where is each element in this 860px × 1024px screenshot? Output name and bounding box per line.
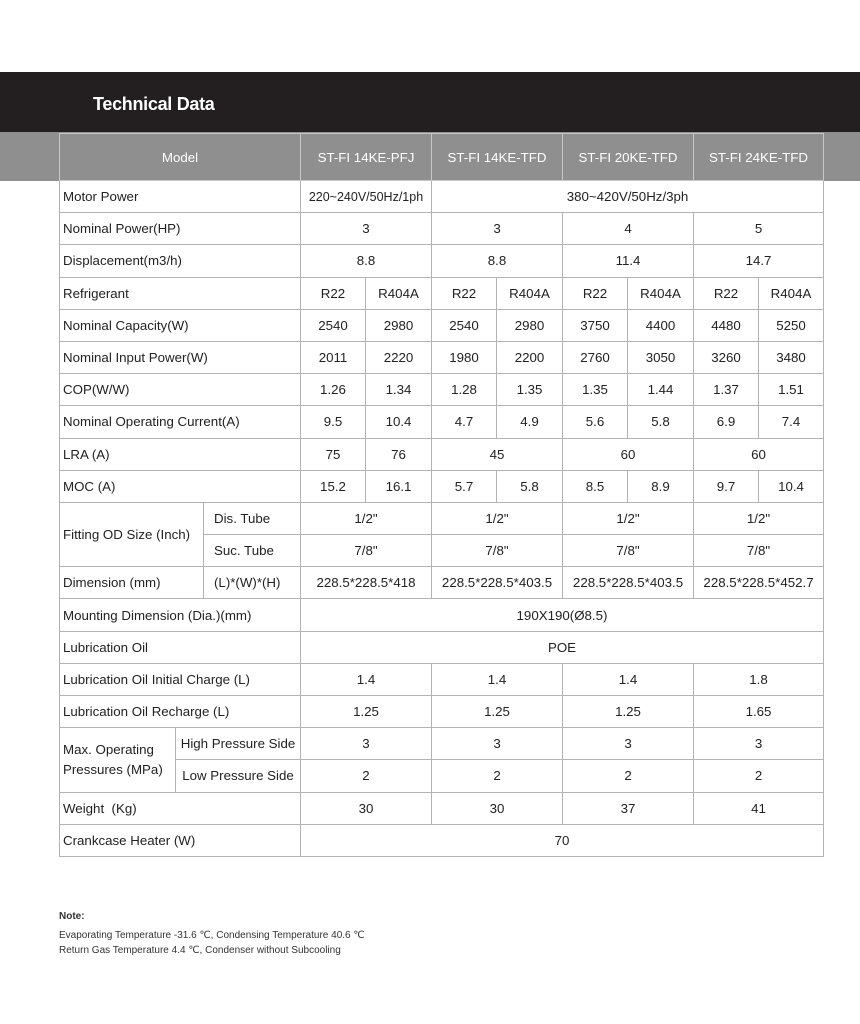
table-cell: 2: [432, 760, 563, 792]
row-label: Lubrication Oil: [60, 631, 301, 663]
table-cell: 5.8: [628, 406, 694, 438]
table-cell: 5.6: [563, 406, 628, 438]
table-row: [60, 309, 824, 341]
table-cell: R404A: [497, 277, 563, 309]
table-cell: 5250: [759, 309, 824, 341]
row-label: LRA (A): [60, 438, 301, 470]
table-cell: 7.4: [759, 406, 824, 438]
table-cell: 2011: [301, 341, 366, 373]
table-cell: 1.8: [694, 663, 824, 695]
model-header: Model: [60, 134, 301, 181]
table-cell: 2200: [497, 341, 563, 373]
table-cell: 3260: [694, 341, 759, 373]
table-row: [60, 277, 824, 309]
table-cell: 228.5*228.5*418: [301, 567, 432, 599]
row-sublabel: (L)*(W)*(H): [204, 567, 301, 599]
table-cell: 1.4: [301, 663, 432, 695]
table-cell: 4.7: [432, 406, 497, 438]
table-cell: 4.9: [497, 406, 563, 438]
table-cell: 76: [366, 438, 432, 470]
table-cell: 4: [563, 213, 694, 245]
row-label: Dimension (mm): [60, 567, 204, 599]
table-cell: 9.7: [694, 470, 759, 502]
table-cell: 7/8": [563, 535, 694, 567]
table-cell: 3: [694, 728, 824, 760]
table-cell: 1.65: [694, 696, 824, 728]
table-cell: 3: [301, 728, 432, 760]
table-cell: 9.5: [301, 406, 366, 438]
note-section: [59, 911, 365, 960]
table-cell: 8.8: [301, 245, 432, 277]
table-cell: 30: [432, 792, 563, 824]
table-cell: 1.44: [628, 374, 694, 406]
table-cell: 2980: [366, 309, 432, 341]
table-row: [60, 438, 824, 470]
title-bar: [0, 72, 860, 132]
table-cell: 1/2": [301, 502, 432, 534]
model-name: ST-FI 14KE-TFD: [432, 134, 563, 181]
table-cell: 37: [563, 792, 694, 824]
row-label: Lubrication Oil Initial Charge (L): [60, 663, 301, 695]
table-row: [60, 696, 824, 728]
table-cell: 1.4: [563, 663, 694, 695]
table-cell: 70: [301, 824, 824, 856]
table-cell: 8.8: [432, 245, 563, 277]
row-label: Nominal Input Power(W): [60, 341, 301, 373]
table-cell: R22: [694, 277, 759, 309]
table-cell: 3050: [628, 341, 694, 373]
table-cell: 3: [432, 213, 563, 245]
table-cell: R404A: [628, 277, 694, 309]
row-label: Mounting Dimension (Dia.)(mm): [60, 599, 301, 631]
row-sublabel: Dis. Tube: [204, 502, 301, 534]
table-row: [60, 728, 824, 760]
row-sublabel: High Pressure Side: [176, 728, 301, 760]
table-cell: 228.5*228.5*403.5: [563, 567, 694, 599]
table-cell: 7/8": [694, 535, 824, 567]
table-row: [60, 599, 824, 631]
note-line: Evaporating Temperature -31.6 ℃, Condensing Temperature 40.6 ℃: [59, 930, 365, 941]
note-heading: Note:: [59, 911, 85, 922]
table-cell: 5: [694, 213, 824, 245]
table-cell: 2980: [497, 309, 563, 341]
table-cell: 7/8": [432, 535, 563, 567]
table-cell: 7/8": [301, 535, 432, 567]
model-name: ST-FI 14KE-PFJ: [301, 134, 432, 181]
table-row: [60, 341, 824, 373]
table-row: [60, 631, 824, 663]
table-row: [60, 792, 824, 824]
table-cell: POE: [301, 631, 824, 663]
row-label: Nominal Capacity(W): [60, 309, 301, 341]
table-cell: 190X190(Ø8.5): [301, 599, 824, 631]
table-row: [60, 824, 824, 856]
technical-data-table: [59, 133, 824, 857]
table-cell: 6.9: [694, 406, 759, 438]
table-cell: 10.4: [759, 470, 824, 502]
table-cell: 220~240V/50Hz/1ph: [301, 181, 432, 213]
table-row: [60, 374, 824, 406]
page-title: Technical Data: [93, 94, 215, 114]
table-cell: 1.25: [301, 696, 432, 728]
table-cell: 60: [694, 438, 824, 470]
table-cell: 2540: [301, 309, 366, 341]
table-cell: R404A: [759, 277, 824, 309]
row-label: Nominal Operating Current(A): [60, 406, 301, 438]
table-cell: 1.28: [432, 374, 497, 406]
table-cell: 3750: [563, 309, 628, 341]
table-row: [60, 567, 824, 599]
table-cell: R22: [432, 277, 497, 309]
table-cell: 1.26: [301, 374, 366, 406]
table-cell: 1.25: [563, 696, 694, 728]
row-label: Motor Power: [60, 181, 301, 213]
note-line: Return Gas Temperature 4.4 ℃, Condenser without Subcooling: [59, 945, 341, 956]
row-label: Fitting OD Size (Inch): [60, 502, 204, 566]
table-cell: R22: [563, 277, 628, 309]
row-label: Refrigerant: [60, 277, 301, 309]
table-row: [60, 502, 824, 534]
table-cell: 1/2": [694, 502, 824, 534]
table-cell: 60: [563, 438, 694, 470]
table-row: [60, 663, 824, 695]
row-label: Lubrication Oil Recharge (L): [60, 696, 301, 728]
table-cell: 4400: [628, 309, 694, 341]
table-row: [60, 406, 824, 438]
table-cell: 1/2": [563, 502, 694, 534]
table-cell: 3480: [759, 341, 824, 373]
table-cell: 14.7: [694, 245, 824, 277]
table-cell: 30: [301, 792, 432, 824]
model-name: ST-FI 20KE-TFD: [563, 134, 694, 181]
table-cell: 8.9: [628, 470, 694, 502]
table-cell: 228.5*228.5*403.5: [432, 567, 563, 599]
row-sublabel: Low Pressure Side: [176, 760, 301, 792]
table-cell: 75: [301, 438, 366, 470]
table-cell: 2: [694, 760, 824, 792]
table-cell: 3: [563, 728, 694, 760]
table-cell: 3: [432, 728, 563, 760]
table-cell: 2220: [366, 341, 432, 373]
table-cell: 16.1: [366, 470, 432, 502]
table-cell: 1.35: [497, 374, 563, 406]
table-cell: 1.35: [563, 374, 628, 406]
table-cell: 2760: [563, 341, 628, 373]
row-sublabel: Suc. Tube: [204, 535, 301, 567]
table-cell: 1.34: [366, 374, 432, 406]
table-cell: 1.51: [759, 374, 824, 406]
table-row: [60, 470, 824, 502]
table-cell: 15.2: [301, 470, 366, 502]
row-label: Weight (Kg): [60, 792, 301, 824]
table-cell: 45: [432, 438, 563, 470]
table-cell: 3: [301, 213, 432, 245]
table-cell: 2: [563, 760, 694, 792]
table-cell: 2540: [432, 309, 497, 341]
table-cell: 228.5*228.5*452.7: [694, 567, 824, 599]
table-cell: 380~420V/50Hz/3ph: [432, 181, 824, 213]
table-cell: 5.7: [432, 470, 497, 502]
table-row: [60, 213, 824, 245]
model-name: ST-FI 24KE-TFD: [694, 134, 824, 181]
table-cell: R22: [301, 277, 366, 309]
table-cell: 5.8: [497, 470, 563, 502]
row-label: Displacement(m3/h): [60, 245, 301, 277]
header-row: [60, 134, 824, 181]
table-cell: R404A: [366, 277, 432, 309]
table-cell: 1.4: [432, 663, 563, 695]
row-label: Max. Operating Pressures (MPa): [60, 728, 176, 792]
table-cell: 11.4: [563, 245, 694, 277]
table-cell: 4480: [694, 309, 759, 341]
row-label: Crankcase Heater (W): [60, 824, 301, 856]
table-cell: 41: [694, 792, 824, 824]
table-cell: 1/2": [432, 502, 563, 534]
table-row: [60, 181, 824, 213]
row-label: COP(W/W): [60, 374, 301, 406]
row-label: Nominal Power(HP): [60, 213, 301, 245]
table-cell: 1.25: [432, 696, 563, 728]
table-cell: 1980: [432, 341, 497, 373]
row-label: MOC (A): [60, 470, 301, 502]
table-cell: 2: [301, 760, 432, 792]
table-row: [60, 245, 824, 277]
table-cell: 8.5: [563, 470, 628, 502]
table-cell: 10.4: [366, 406, 432, 438]
table-cell: 1.37: [694, 374, 759, 406]
